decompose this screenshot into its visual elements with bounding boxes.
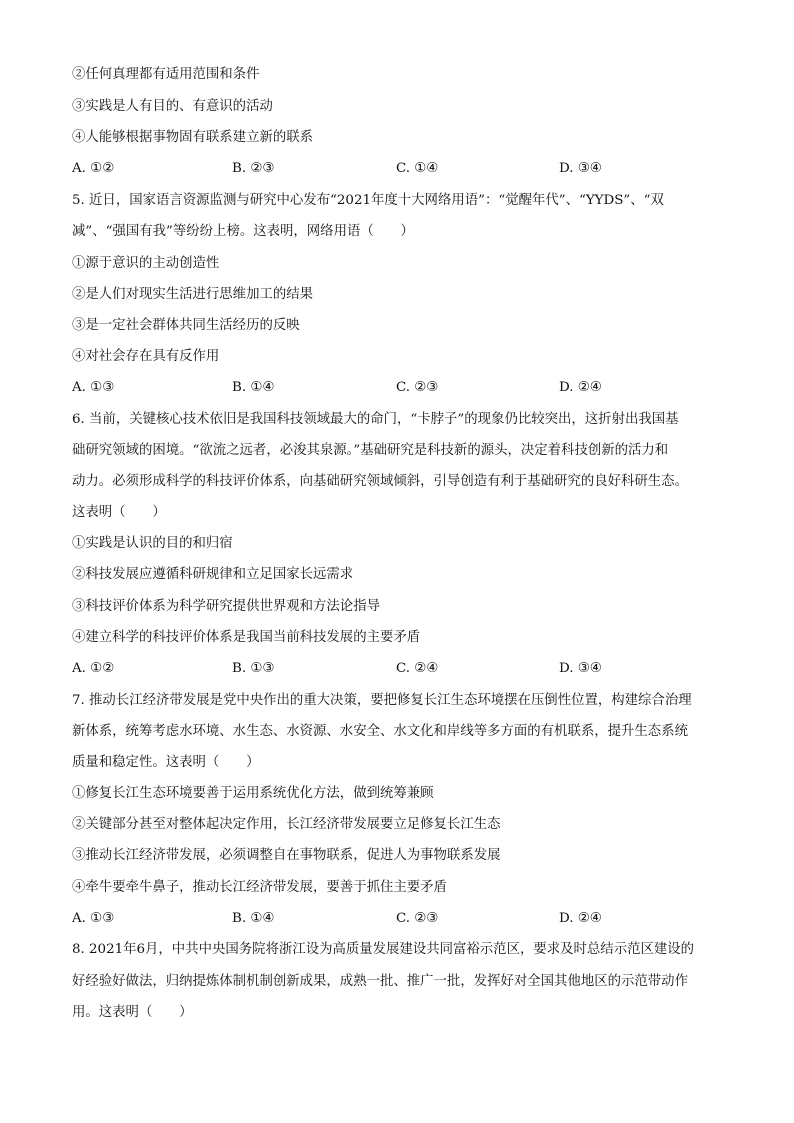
q6-item-3: ③科技评价体系为科学研究提供世界观和方法论指导 [72, 599, 380, 614]
q6-stem-line-2: 础研究领域的困境。“欲流之远者，必浚其泉源。”基础研究是科技新的源头，决定着科技创新的活力和 [72, 443, 669, 458]
q4-option-b[interactable]: B. ②③ [232, 161, 275, 176]
q4-options [72, 160, 732, 178]
q8-stem-line-1: 8. 2021年6月，中共中央国务院将浙江设为高质量发展建设共同富裕示范区，要求及时总结示范区建设的 [72, 942, 695, 957]
q5-item-3: ③是一定社会群体共同生活经历的反映 [72, 318, 300, 333]
q7-stem-line-2: 新体系，统筹考虑水环境、水生态、水资源、水安全、水文化和岸线等多方面的有机联系，提升生态系统 [72, 724, 688, 739]
q4-item-2: ②任何真理都有适用范围和条件 [72, 67, 260, 82]
q6-item-2: ②科技发展应遵循科研规律和立足国家长远需求 [72, 567, 354, 582]
q6-item-1: ①实践是认识的目的和归宿 [72, 536, 233, 551]
q5-option-d[interactable]: D. ②④ [559, 380, 602, 395]
q4-item-4: ④人能够根据事物固有联系建立新的联系 [72, 130, 314, 145]
q5-stem-line-1: 5. 近日，国家语言资源监测与研究中心发布“2021年度十大网络用语”：“觉醒年代”、“YYDS”、“双 [72, 193, 664, 208]
q7-item-3: ③推动长江经济带发展，必须调整自在事物联系，促进人为事物联系发展 [72, 848, 501, 863]
q5-options [72, 379, 732, 397]
q7-stem-line-1: 7. 推动长江经济带发展是党中央作出的重大决策，要把修复长江生态环境摆在压倒性位置，构建综合治理 [72, 693, 692, 708]
q6-stem-line-4: 这表明（ ） [72, 505, 166, 520]
q7-option-c[interactable]: C. ②③ [396, 911, 439, 926]
q7-options [72, 910, 732, 928]
q5-stem-line-2: 减”、“强国有我”等纷纷上榜。这表明，网络用语（ ） [72, 224, 414, 239]
q7-item-4: ④牵牛要牵牛鼻子，推动长江经济带发展，要善于抓住主要矛盾 [72, 880, 447, 895]
q6-option-b[interactable]: B. ①③ [232, 661, 275, 676]
q7-option-a[interactable]: A. ①③ [72, 911, 115, 926]
q6-option-d[interactable]: D. ③④ [559, 661, 602, 676]
q4-option-d[interactable]: D. ③④ [559, 161, 602, 176]
q6-item-4: ④建立科学的科技评价体系是我国当前科技发展的主要矛盾 [72, 630, 421, 645]
q6-options [72, 660, 732, 678]
q5-option-b[interactable]: B. ①④ [232, 380, 275, 395]
q6-option-c[interactable]: C. ②④ [396, 661, 439, 676]
q4-option-a[interactable]: A. ①② [72, 161, 115, 176]
q5-item-2: ②是人们对现实生活进行思维加工的结果 [72, 287, 314, 302]
q6-stem-line-3: 动力。必须形成科学的科技评价体系，向基础研究领域倾斜，引导创造有利于基础研究的良好科研生态。 [72, 474, 688, 489]
q4-item-3: ③实践是人有目的、有意识的活动 [72, 99, 273, 114]
q8-stem-line-3: 用。这表明（ ） [72, 1005, 193, 1020]
q5-option-c[interactable]: C. ②③ [396, 380, 439, 395]
q7-item-1: ①修复长江生态环境要善于运用系统优化方法，做到统筹兼顾 [72, 786, 434, 801]
q5-option-a[interactable]: A. ①③ [72, 380, 115, 395]
q6-option-a[interactable]: A. ①② [72, 661, 115, 676]
q4-option-c[interactable]: C. ①④ [396, 161, 439, 176]
q7-item-2: ②关键部分甚至对整体起决定作用，长江经济带发展要立足修复长江生态 [72, 817, 501, 832]
q5-item-4: ④对社会存在具有反作用 [72, 349, 220, 364]
q7-stem-line-3: 质量和稳定性。这表明（ ） [72, 755, 260, 770]
q6-stem-line-1: 6. 当前，关键核心技术依旧是我国科技领域最大的命门，“卡脖子”的现象仍比较突出，这折射出我国基 [72, 412, 679, 427]
q8-stem-line-2: 好经验好做法，归纳提炼体制机制创新成果，成熟一批、推广一批，发挥好对全国其他地区的示范带动作 [72, 974, 688, 989]
q5-item-1: ①源于意识的主动创造性 [72, 256, 220, 271]
q7-option-d[interactable]: D. ②④ [559, 911, 602, 926]
q7-option-b[interactable]: B. ①④ [232, 911, 275, 926]
